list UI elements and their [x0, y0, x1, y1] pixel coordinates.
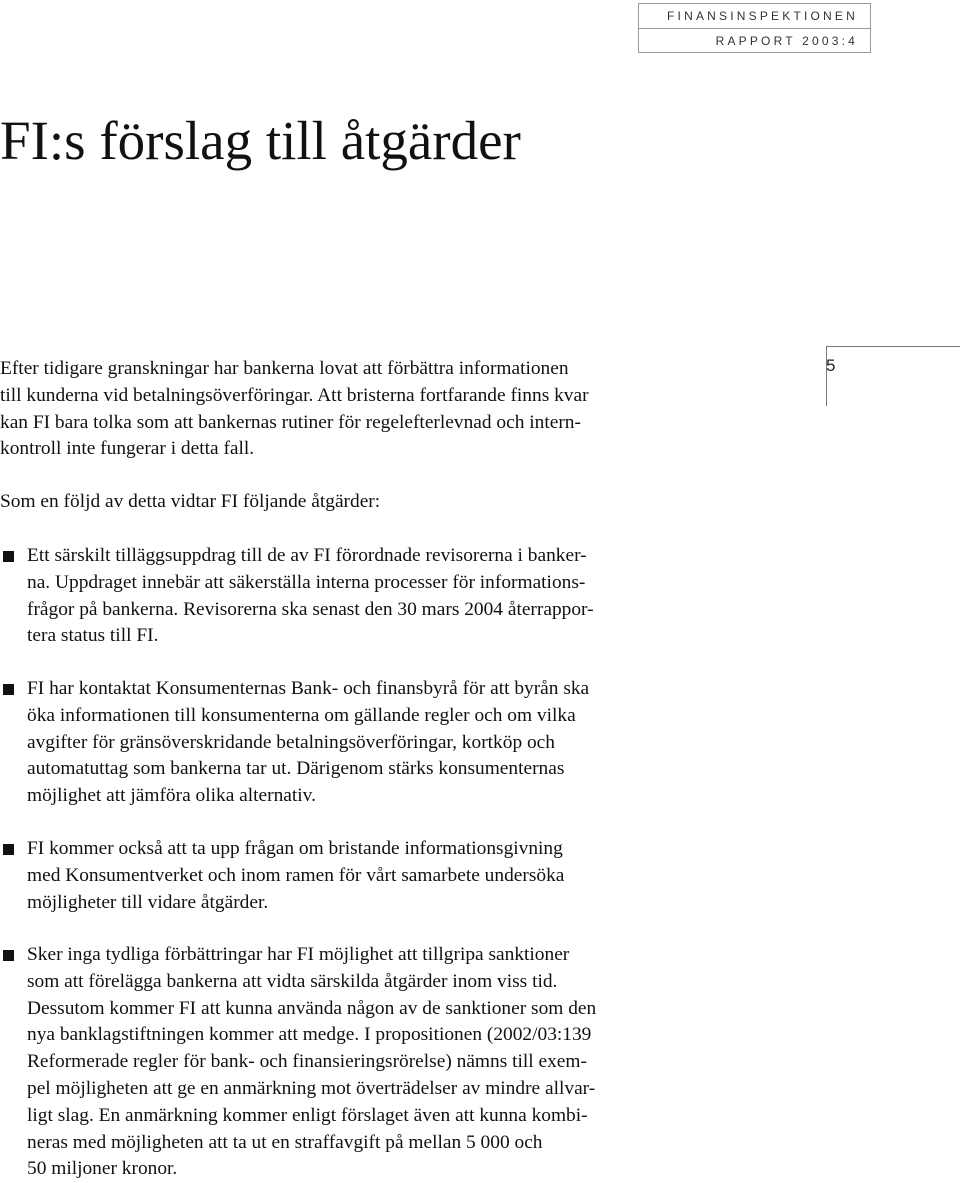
bullet-line: FI har kontaktat Konsumenternas Bank- och finansbyrå för att byrån ska	[27, 678, 590, 699]
bullet-line: frågor på bankerna. Revisorerna ska senast den 30 mars 2004 återrappor-	[27, 598, 594, 620]
intro-line: till kunderna vid betalningsöverföringar. Att bristerna fortfarande finns kvar	[0, 384, 589, 406]
bullet-line: Dessutom kommer FI att kunna använda någon av de sanktioner som den	[27, 997, 597, 1019]
bullet-line: tera status till FI.	[27, 625, 159, 647]
bullet-line: FI kommer också att ta upp frågan om bristande informationsgivning	[27, 838, 563, 859]
page-number: 5	[826, 356, 836, 375]
lead-paragraph	[0, 489, 760, 516]
intro-paragraph	[0, 356, 760, 463]
header-organization: FINANSINSPEKTIONEN	[639, 4, 870, 29]
page-title: FI:s förslag till åtgärder	[0, 110, 521, 171]
bullet-line: na. Uppdraget innebär att säkerställa interna processer för informations-	[27, 571, 586, 593]
bullet-line: öka informationen till konsumenterna om gällande regler och om vilka	[27, 704, 576, 726]
bullet-line: som att förelägga bankerna att vidta särskilda åtgärder inom viss tid.	[27, 970, 558, 992]
bullet-line: Ett särskilt tilläggsuppdrag till de av FI förordnade revisorerna i banker-	[27, 545, 587, 566]
bullet-line: neras med möjligheten att ta ut en straffavgift på mellan 5 000 och	[27, 1131, 543, 1153]
page-number-marker	[826, 346, 960, 406]
intro-line: kontroll inte fungerar i detta fall.	[0, 438, 255, 460]
bullet-line: möjligheter till vidare åtgärder.	[27, 891, 269, 913]
report-header	[638, 3, 871, 53]
intro-line: kan FI bara tolka som att bankernas rutiner för regelefterlevnad och intern-	[0, 411, 581, 433]
bullet-line: nya banklagstiftningen kommer att medge. I propositionen (2002/03:139	[27, 1024, 592, 1046]
bullet-text	[27, 942, 596, 1183]
bullet-text	[27, 543, 594, 650]
bullet-text	[27, 836, 564, 916]
square-bullet-icon	[3, 950, 14, 961]
lead-line: Som en följd av detta vidtar FI följande åtgärder:	[0, 491, 381, 512]
square-bullet-icon	[3, 844, 14, 855]
bullet-line: Reformerade regler för bank- och finansieringsrörelse) nämns till exem-	[27, 1051, 587, 1073]
bullet-line: automatuttag som bankerna tar ut. Därigenom stärks konsumenternas	[27, 758, 565, 780]
bullet-line: 50 miljoner kronor.	[27, 1158, 178, 1180]
header-report-number: RAPPORT 2003:4	[715, 34, 858, 48]
bullet-line: pel möjligheten att ge en anmärkning mot överträdelser av mindre allvar-	[27, 1077, 596, 1099]
bullet-line: Sker inga tydliga förbättringar har FI möjlighet att tillgripa sanktioner	[27, 944, 570, 965]
bullet-line: möjlighet att jämföra olika alternativ.	[27, 785, 316, 807]
bullet-line: med Konsumentverket och inom ramen för vårt samarbete undersöka	[27, 864, 565, 886]
intro-line: Efter tidigare granskningar har bankerna lovat att förbättra informationen	[0, 358, 569, 379]
bullet-line: avgifter för gränsöverskridande betalningsöverföringar, kortköp och	[27, 731, 555, 753]
bullet-text	[27, 676, 589, 810]
bullet-line: ligt slag. En anmärkning kommer enligt förslaget även att kunna kombi-	[27, 1104, 588, 1126]
square-bullet-icon	[3, 684, 14, 695]
square-bullet-icon	[3, 551, 14, 562]
